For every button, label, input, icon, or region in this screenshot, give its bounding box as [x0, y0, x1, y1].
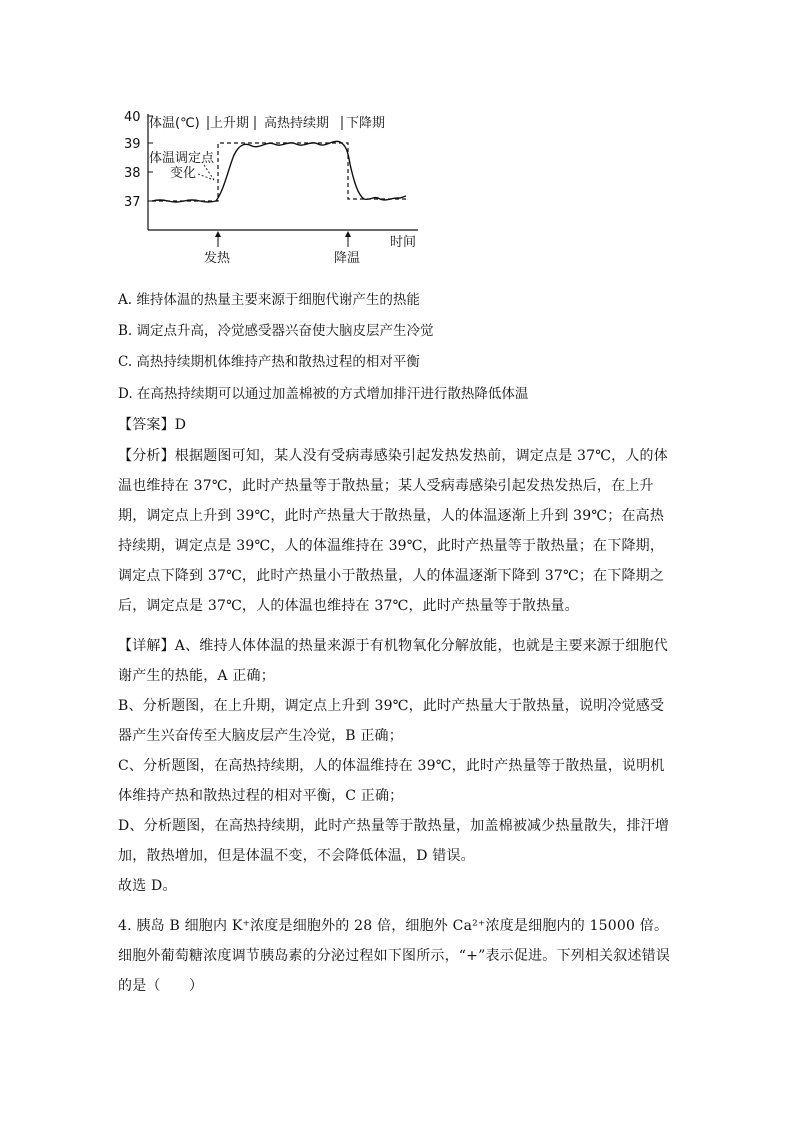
fever-arrow-icon — [215, 231, 221, 237]
y-tick-37: 37 — [124, 195, 141, 210]
setpoint-label-line2: 变化 — [170, 166, 197, 181]
cooldown-arrow-icon — [345, 231, 351, 237]
event-fever: 发热 — [204, 251, 231, 266]
conclusion: 故选 D。 — [118, 878, 177, 894]
phase-plateau: 高热持续期 — [264, 116, 330, 131]
option-c: C. 高热持续期机体维持产热和散热过程的相对平衡 — [118, 354, 420, 370]
x-axis-label: 时间 — [390, 235, 417, 250]
detail-c: C、分析题图，在高热持续期，人的体温维持在 39℃，此时产热量等于散热量，说明机体维持产热和散热过程的相对平衡，C 正确； — [118, 758, 665, 804]
phase-falling: 下降期 — [346, 116, 386, 131]
y-tick-38: 38 — [124, 166, 141, 181]
temperature-chart — [100, 100, 440, 270]
y-tick-40: 40 — [124, 110, 141, 125]
option-b: B. 调定点升高，冷觉感受器兴奋使大脑皮层产生冷觉 — [118, 323, 434, 339]
detail-b: B、分析题图，在上升期，调定点上升到 39℃，此时产热量大于散热量，说明冷觉感受器产生兴奋传至大脑皮层产生冷觉，B 正确； — [118, 698, 665, 744]
option-a: A. 维持体温的热量主要来源于细胞代谢产生的热能 — [118, 292, 420, 308]
analysis-paragraph: 【分析】根据题图可知，某人没有受病毒感染引起发热发热前，调定点是 37℃，人的体温也维持在 37℃，此时产热量等于散热量；某人受病毒感染引起发热发热后，在上升期，调定点上升到 39℃，此时产热量大于散热量，人的体温逐渐上升到 39℃；在高热持续期，调定点是 39℃，人的体温维持在 39℃，此时产热量等于散热量；在下降期，调定点下降到 37℃，此时产热量小于散热量，人的体温逐渐下降到 37℃；在下降期之后，调定点是 37℃，人的体温也维持在 37℃，此时产热量等于散热量。 — [118, 448, 668, 614]
event-cooldown: 降温 — [334, 251, 361, 266]
detail-a: 【详解】A、维持人体体温的热量来源于有机物氧化分解放能，也就是主要来源于细胞代谢产生的热能，A 正确； — [118, 638, 668, 684]
detail-d: D、分析题图，在高热持续期，此时产热量等于散热量，加盖棉被减少热量散失，排汗增加，散热增加，但是体温不变，不会降低体温，D 错误。 — [118, 818, 670, 864]
question-4: 4. 胰岛 B 细胞内 K⁺浓度是细胞外的 28 倍，细胞外 Ca²⁺浓度是细胞内的 15000 倍。细胞外葡萄糖浓度调节胰岛素的分泌过程如下图所示，“+”表示促进。下列相关叙述错误的是（ ） — [118, 918, 671, 994]
answer: 【答案】D — [118, 417, 187, 433]
option-d: D. 在高热持续期可以通过加盖棉被的方式增加排汗进行散热降低体温 — [118, 386, 529, 402]
setpoint-label-line1: 体温调定点 — [149, 151, 215, 166]
temperature-figure — [100, 100, 440, 270]
y-axis-label: 体温(℃) — [149, 116, 200, 131]
phase-rising: 上升期 — [210, 116, 250, 131]
y-tick-39: 39 — [124, 137, 141, 152]
